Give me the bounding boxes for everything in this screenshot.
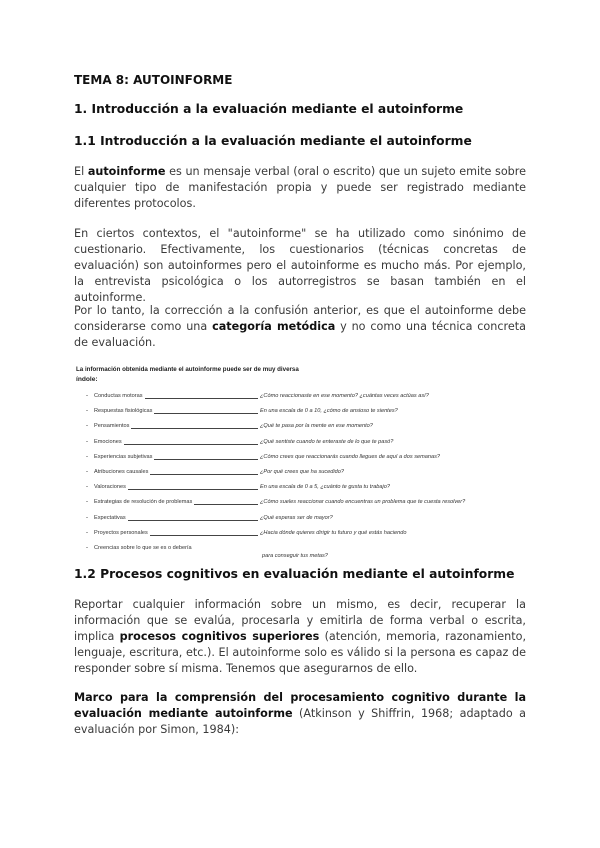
- bullet-marker: -: [86, 499, 88, 506]
- bold-text: autoinforme: [214, 707, 293, 720]
- paragraph-text: y no como una técnica concreta de evaluación.: [74, 320, 526, 349]
- bullet-marker: -: [86, 408, 88, 415]
- figure-row-question: ¿Qué esperas ser de mayor?: [260, 514, 333, 521]
- paragraph-text: El: [74, 165, 88, 178]
- figure-row: [74, 438, 514, 448]
- figure-row-question: ¿Hacia dónde quieres dirigir tu futuro y qué estás haciendo: [260, 529, 407, 536]
- figure-row-question: ¿Cómo sueles reaccionar cuando encuentras un problema que te cuesta resolver?: [260, 499, 466, 506]
- figure-row: [74, 514, 514, 524]
- bold-text: Marco para la comprensión del procesamiento cognitivo durante la evaluación mediante: [74, 691, 526, 720]
- figure-row-question: ¿Qué sentiste cuando te enteraste de lo que te pasó?: [260, 438, 394, 445]
- figure-row-question: ¿Qué te pasa por la mente en ese momento?: [260, 423, 373, 430]
- connector-line: [194, 504, 258, 505]
- figure-row-label: Experiencias subjetivas: [94, 453, 153, 460]
- figure-row-label: Creencias sobre lo que se es o debería: [94, 545, 192, 551]
- figure-row-label: Proyectos personales: [94, 529, 148, 536]
- paragraph-text: (atención, memoria, razonamiento, lenguaje, escritura, etc.). El autoinforme solo es válido si la persona es capaz de responder sobre sí misma. Tenemos que asegurarnos de ello.: [74, 630, 526, 675]
- bullet-marker: -: [86, 529, 88, 536]
- figure-row-label: Pensamientos: [94, 423, 130, 430]
- figure-row-label: Emociones: [94, 438, 122, 445]
- paragraph-questionnaire: En ciertos contextos, el "autoinforme" se ha utilizado como sinónimo de cuestionario. Efectivamente, los cuestionarios (técnicas concretas de evaluación) son autoinformes pero el autoinforme es mucho más. Por ejemplo, la entrevista psicológica o los autorregistros se basan también en el autoinforme.: [74, 227, 526, 304]
- section-heading-1-2: 1.2 Procesos cognitivos en evaluación mediante el autoinforme: [74, 567, 515, 581]
- figure-row-question: En una escala de 0 a 10, ¿cómo de ansioso te sientes?: [260, 408, 398, 415]
- paragraph-definition: [74, 164, 526, 212]
- connector-line: [154, 413, 258, 414]
- bold-term: procesos cognitivos superiores: [119, 630, 320, 643]
- figure-subtitle: índole:: [76, 376, 98, 383]
- bullet-marker: -: [86, 393, 88, 399]
- connector-line: [124, 444, 258, 445]
- figure-row-label: Estrategias de resolución de problemas: [94, 499, 193, 506]
- figure-row-label: Valoraciones: [94, 484, 126, 491]
- figure-row-question: ¿Cómo reaccionaste en ese momento? ¿cuántas veces actúas así?: [260, 393, 429, 399]
- paragraph-framework: [74, 690, 526, 738]
- figure-row-question: En una escala de 0 a 5, ¿cuánto te gusta tu trabajo?: [260, 484, 390, 491]
- figure-row-question: ¿Por qué crees que ha sucedido?: [260, 469, 344, 475]
- figure-row-label: Expectativas: [94, 514, 126, 521]
- bold-term: categoría metódica: [212, 320, 336, 333]
- figure-row: [74, 422, 514, 432]
- figure-row: [74, 407, 514, 417]
- bullet-marker: -: [86, 469, 88, 475]
- section-heading-1-1: 1.1 Introducción a la evaluación mediante el autoinforme: [74, 134, 472, 148]
- bullet-marker: -: [86, 438, 88, 445]
- section-heading-1: 1. Introducción a la evaluación mediante el autoinforme: [74, 102, 464, 116]
- figure-last-line: para conseguir tus metas?: [262, 553, 328, 559]
- figure-row-question: ¿Cómo crees que reaccionarás cuando llegues de aquí a dos semanas?: [260, 453, 441, 460]
- connector-line: [131, 428, 258, 429]
- topic-title: TEMA 8: AUTOINFORME: [74, 73, 233, 87]
- bullet-marker: -: [86, 545, 88, 551]
- figure-row: [74, 483, 514, 493]
- figure-row-label: Atribuciones causales: [94, 469, 149, 475]
- paragraph-category: [74, 303, 526, 351]
- paragraph-text: es un mensaje verbal (oral o escrito) que un sujeto emite sobre cualquier tipo de manifestación propia y puede ser registrado mediante diferentes protocolos.: [74, 165, 526, 210]
- connector-line: [145, 398, 258, 399]
- paragraph-cognitive-processes: [74, 597, 526, 677]
- paragraph-text: Reportar cualquier información sobre un mismo, es decir, recuperar la información que se evalúa, procesarla y emitirla de forma verbal o escrita, implica: [74, 598, 526, 643]
- figure-row: [74, 468, 514, 478]
- information-types-figure: [74, 366, 514, 559]
- bullet-marker: -: [86, 453, 88, 460]
- bullet-marker: -: [86, 484, 88, 491]
- figure-row-label: Conductas motoras: [94, 393, 143, 399]
- bullet-marker: -: [86, 423, 88, 430]
- figure-row: [74, 453, 514, 463]
- connector-line: [150, 535, 258, 536]
- bold-term: autoinforme: [87, 165, 166, 178]
- figure-row: [74, 392, 514, 402]
- paragraph-text: (Atkinson y Shiffrin, 1968; adaptado a evaluación por Simon, 1984):: [74, 707, 526, 736]
- connector-line: [154, 459, 258, 460]
- figure-row: [74, 498, 514, 508]
- paragraph-text: Por lo tanto, la corrección a la confusión anterior, es que el autoinforme debe considerarse como una: [74, 304, 526, 333]
- figure-row: [74, 529, 514, 539]
- connector-line: [150, 474, 258, 475]
- figure-title: La información obtenida mediante el autoinforme puede ser de muy diversa: [76, 366, 299, 373]
- bullet-marker: -: [86, 514, 88, 521]
- connector-line: [128, 489, 258, 490]
- connector-line: [128, 520, 258, 521]
- figure-row-label: Respuestas fisiológicas: [94, 408, 153, 415]
